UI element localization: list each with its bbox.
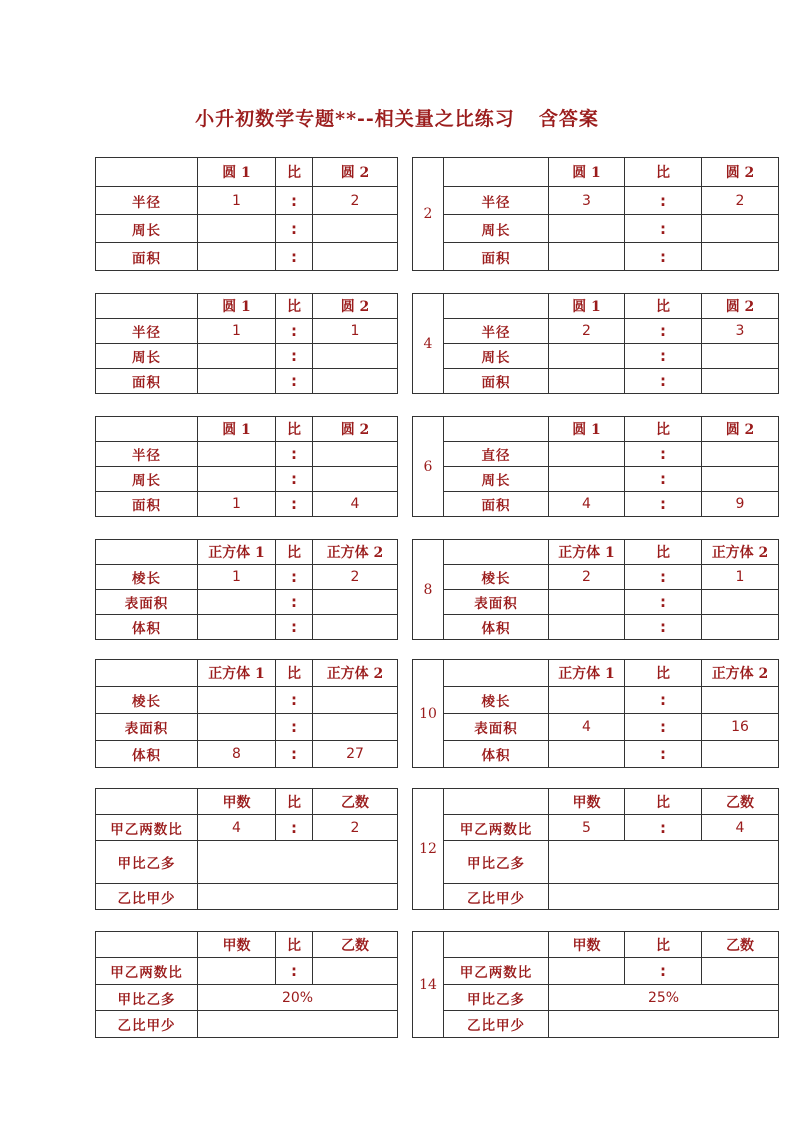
value-b: 2 [313, 565, 398, 590]
page-title [0, 104, 794, 131]
right-table-2 [412, 293, 779, 394]
header-item-2: 正方体 2 [313, 540, 398, 565]
data-row [96, 841, 398, 884]
header-ratio: 比 [625, 417, 702, 442]
header-blank [96, 789, 198, 815]
value-a: 2 [549, 319, 625, 344]
value-a: 1 [198, 319, 276, 344]
header-item-2: 正方体 2 [313, 660, 398, 687]
value-b: 2 [702, 187, 779, 215]
data-row [96, 215, 398, 243]
header-row [413, 660, 779, 687]
value-a [549, 467, 625, 492]
colon-sign: : [625, 243, 702, 271]
header-ratio: 比 [276, 294, 313, 319]
colon-sign: : [276, 243, 313, 271]
value-b: 16 [702, 714, 779, 741]
colon-sign: : [276, 467, 313, 492]
colon-sign: : [625, 590, 702, 615]
header-blank [444, 417, 549, 442]
colon-sign: : [625, 187, 702, 215]
right-table-7 [412, 931, 779, 1038]
data-row [413, 369, 779, 394]
colon-sign: : [276, 369, 313, 394]
colon-sign: : [276, 187, 313, 215]
answer-cell [198, 1011, 398, 1038]
header-row [96, 932, 398, 958]
colon-sign: : [625, 741, 702, 768]
row-label: 体积 [96, 741, 198, 768]
value-b [702, 243, 779, 271]
value-b: 2 [313, 187, 398, 215]
header-item-2: 乙数 [702, 789, 779, 815]
row-label: 乙比甲少 [96, 1011, 198, 1038]
header-item-1: 圆 1 [549, 417, 625, 442]
value-a: 1 [198, 492, 276, 517]
data-row [96, 687, 398, 714]
answer-cell [198, 884, 398, 910]
value-b [313, 615, 398, 640]
header-item-2: 圆 2 [702, 158, 779, 187]
value-a [549, 442, 625, 467]
right-table-1 [412, 157, 779, 271]
data-row [96, 344, 398, 369]
value-b [702, 442, 779, 467]
value-a: 1 [198, 187, 276, 215]
value-b [702, 344, 779, 369]
colon-sign: : [625, 615, 702, 640]
value-a [549, 243, 625, 271]
value-a: 4 [198, 815, 276, 841]
colon-sign: : [625, 442, 702, 467]
header-row [413, 417, 779, 442]
data-row [413, 615, 779, 640]
left-table-7 [95, 931, 398, 1038]
header-blank [444, 540, 549, 565]
title-suffix: 含答案 [538, 108, 599, 130]
value-a: 4 [549, 492, 625, 517]
value-a [198, 243, 276, 271]
data-row [96, 884, 398, 910]
row-label: 面积 [444, 492, 549, 517]
row-label: 甲乙两数比 [444, 958, 549, 985]
header-row [413, 158, 779, 187]
header-row [96, 789, 398, 815]
value-b [313, 369, 398, 394]
ratio-row [96, 815, 398, 841]
value-a [198, 615, 276, 640]
value-a: 8 [198, 741, 276, 768]
left-table-3 [95, 416, 398, 517]
colon-sign: : [276, 815, 313, 841]
data-row [96, 187, 398, 215]
data-row [413, 344, 779, 369]
answer-cell: 25% [549, 985, 779, 1011]
row-label: 面积 [444, 369, 549, 394]
value-b: 1 [313, 319, 398, 344]
header-item-1: 正方体 1 [198, 540, 276, 565]
row-label: 周长 [96, 467, 198, 492]
header-item-2: 圆 2 [313, 294, 398, 319]
value-b [313, 590, 398, 615]
row-label: 棱长 [444, 565, 549, 590]
value-a [549, 615, 625, 640]
data-row [96, 1011, 398, 1038]
row-label: 乙比甲少 [444, 884, 549, 910]
value-a [549, 958, 625, 985]
header-item-2: 圆 2 [313, 417, 398, 442]
data-row [413, 884, 779, 910]
header-item-1: 甲数 [549, 789, 625, 815]
row-label: 甲乙两数比 [444, 815, 549, 841]
value-a [198, 590, 276, 615]
header-ratio: 比 [625, 294, 702, 319]
header-ratio: 比 [625, 540, 702, 565]
data-row [413, 741, 779, 768]
value-b [313, 958, 398, 985]
colon-sign: : [276, 687, 313, 714]
header-item-1: 圆 1 [549, 294, 625, 319]
header-blank [444, 158, 549, 187]
row-label: 半径 [444, 319, 549, 344]
data-row [96, 319, 398, 344]
data-row [96, 492, 398, 517]
row-label: 面积 [96, 243, 198, 271]
value-a: 1 [198, 565, 276, 590]
colon-sign: : [276, 565, 313, 590]
row-label: 体积 [444, 615, 549, 640]
value-a: 3 [549, 187, 625, 215]
row-label: 棱长 [96, 687, 198, 714]
row-label: 棱长 [444, 687, 549, 714]
header-blank [444, 294, 549, 319]
answer-cell: 20% [198, 985, 398, 1011]
header-blank [96, 294, 198, 319]
header-ratio: 比 [276, 789, 313, 815]
header-blank [96, 660, 198, 687]
header-blank [444, 932, 549, 958]
exercise-number: 12 [413, 789, 444, 910]
header-item-1: 圆 1 [549, 158, 625, 187]
row-label: 甲乙两数比 [96, 815, 198, 841]
value-a [198, 369, 276, 394]
row-label: 直径 [444, 442, 549, 467]
header-ratio: 比 [625, 932, 702, 958]
value-a: 5 [549, 815, 625, 841]
left-table-5 [95, 659, 398, 768]
header-item-2: 乙数 [313, 932, 398, 958]
row-label: 乙比甲少 [96, 884, 198, 910]
row-label: 甲乙两数比 [96, 958, 198, 985]
data-row [413, 187, 779, 215]
header-item-1: 圆 1 [198, 294, 276, 319]
header-item-1: 正方体 1 [549, 660, 625, 687]
exercise-number: 4 [413, 294, 444, 394]
data-row [96, 615, 398, 640]
row-label: 面积 [96, 369, 198, 394]
colon-sign: : [625, 467, 702, 492]
value-a [549, 344, 625, 369]
colon-sign: : [276, 215, 313, 243]
header-ratio: 比 [276, 158, 313, 187]
data-row [96, 714, 398, 741]
colon-sign: : [276, 442, 313, 467]
left-table-6 [95, 788, 398, 910]
value-b: 2 [313, 815, 398, 841]
value-b [702, 215, 779, 243]
exercise-number: 14 [413, 932, 444, 1038]
value-a: 4 [549, 714, 625, 741]
row-label: 甲比乙多 [444, 841, 549, 884]
data-row [413, 841, 779, 884]
value-b [313, 442, 398, 467]
colon-sign: : [625, 958, 702, 985]
value-b [313, 215, 398, 243]
data-row [413, 243, 779, 271]
header-blank [96, 417, 198, 442]
value-b [702, 958, 779, 985]
value-a: 2 [549, 565, 625, 590]
header-item-1: 甲数 [198, 789, 276, 815]
colon-sign: : [625, 215, 702, 243]
data-row [413, 714, 779, 741]
colon-sign: : [276, 741, 313, 768]
colon-sign: : [625, 714, 702, 741]
data-row [413, 590, 779, 615]
value-b [702, 741, 779, 768]
value-b [702, 590, 779, 615]
header-blank [444, 660, 549, 687]
header-blank [96, 932, 198, 958]
row-label: 周长 [444, 467, 549, 492]
value-b: 3 [702, 319, 779, 344]
row-label: 甲比乙多 [444, 985, 549, 1011]
value-b: 4 [702, 815, 779, 841]
header-item-2: 正方体 2 [702, 540, 779, 565]
data-row [413, 985, 779, 1011]
value-b: 1 [702, 565, 779, 590]
data-row [96, 442, 398, 467]
colon-sign: : [276, 492, 313, 517]
header-item-1: 圆 1 [198, 417, 276, 442]
data-row [96, 565, 398, 590]
row-label: 周长 [96, 344, 198, 369]
value-b [702, 369, 779, 394]
data-row [413, 319, 779, 344]
colon-sign: : [625, 815, 702, 841]
value-b: 9 [702, 492, 779, 517]
colon-sign: : [625, 687, 702, 714]
right-table-5 [412, 659, 779, 768]
colon-sign: : [625, 319, 702, 344]
header-ratio: 比 [625, 789, 702, 815]
row-label: 表面积 [444, 590, 549, 615]
value-a [549, 215, 625, 243]
exercise-number: 2 [413, 158, 444, 271]
header-ratio: 比 [276, 417, 313, 442]
header-item-1: 正方体 1 [549, 540, 625, 565]
row-label: 半径 [444, 187, 549, 215]
data-row [413, 442, 779, 467]
header-ratio: 比 [625, 158, 702, 187]
header-item-2: 圆 2 [702, 294, 779, 319]
exercise-number: 10 [413, 660, 444, 768]
header-ratio: 比 [625, 660, 702, 687]
data-row [96, 590, 398, 615]
row-label: 周长 [444, 215, 549, 243]
value-a [549, 741, 625, 768]
value-a [198, 344, 276, 369]
header-row [96, 540, 398, 565]
colon-sign: : [276, 958, 313, 985]
data-row [96, 369, 398, 394]
header-ratio: 比 [276, 660, 313, 687]
value-b [313, 344, 398, 369]
header-row [96, 294, 398, 319]
header-item-1: 甲数 [198, 932, 276, 958]
header-item-2: 圆 2 [313, 158, 398, 187]
data-row [96, 467, 398, 492]
row-label: 周长 [96, 215, 198, 243]
ratio-row [413, 815, 779, 841]
colon-sign: : [625, 369, 702, 394]
value-b [702, 687, 779, 714]
row-label: 体积 [96, 615, 198, 640]
header-row [96, 417, 398, 442]
header-item-1: 圆 1 [198, 158, 276, 187]
data-row [413, 1011, 779, 1038]
row-label: 面积 [96, 492, 198, 517]
row-label: 半径 [96, 319, 198, 344]
row-label: 半径 [96, 187, 198, 215]
answer-cell [549, 841, 779, 884]
row-label: 面积 [444, 243, 549, 271]
ratio-row [96, 958, 398, 985]
row-label: 周长 [444, 344, 549, 369]
colon-sign: : [276, 615, 313, 640]
row-label: 体积 [444, 741, 549, 768]
row-label: 甲比乙多 [96, 841, 198, 884]
header-blank [96, 540, 198, 565]
value-a [198, 714, 276, 741]
value-b [313, 467, 398, 492]
row-label: 乙比甲少 [444, 1011, 549, 1038]
header-row [413, 932, 779, 958]
colon-sign: : [625, 492, 702, 517]
exercise-number: 6 [413, 417, 444, 517]
right-table-3 [412, 416, 779, 517]
exercise-number: 8 [413, 540, 444, 640]
data-row [413, 467, 779, 492]
colon-sign: : [625, 565, 702, 590]
colon-sign: : [276, 590, 313, 615]
value-b [313, 243, 398, 271]
value-b [313, 714, 398, 741]
header-item-1: 正方体 1 [198, 660, 276, 687]
value-a [549, 369, 625, 394]
data-row [413, 687, 779, 714]
data-row [413, 492, 779, 517]
header-blank [444, 789, 549, 815]
header-item-2: 正方体 2 [702, 660, 779, 687]
data-row [413, 215, 779, 243]
row-label: 棱长 [96, 565, 198, 590]
title-main: 小升初数学专题**--相关量之比练习 [195, 108, 515, 130]
row-label: 半径 [96, 442, 198, 467]
value-a [198, 467, 276, 492]
row-label: 甲比乙多 [96, 985, 198, 1011]
value-b: 4 [313, 492, 398, 517]
row-label: 表面积 [96, 590, 198, 615]
value-a [549, 687, 625, 714]
header-ratio: 比 [276, 540, 313, 565]
value-a [198, 958, 276, 985]
value-a [198, 687, 276, 714]
right-table-4 [412, 539, 779, 640]
header-row [413, 789, 779, 815]
left-table-1 [95, 157, 398, 271]
value-a [198, 215, 276, 243]
row-label: 表面积 [96, 714, 198, 741]
header-item-2: 乙数 [702, 932, 779, 958]
value-b [702, 467, 779, 492]
answer-cell [549, 1011, 779, 1038]
answer-cell [198, 841, 398, 884]
row-label: 表面积 [444, 714, 549, 741]
colon-sign: : [276, 714, 313, 741]
header-item-2: 乙数 [313, 789, 398, 815]
ratio-row [413, 958, 779, 985]
colon-sign: : [625, 344, 702, 369]
data-row [96, 741, 398, 768]
left-table-4 [95, 539, 398, 640]
data-row [413, 565, 779, 590]
header-row [96, 158, 398, 187]
right-table-6 [412, 788, 779, 910]
header-item-2: 圆 2 [702, 417, 779, 442]
header-row [413, 540, 779, 565]
header-row [413, 294, 779, 319]
header-blank [96, 158, 198, 187]
value-a [549, 590, 625, 615]
value-b [702, 615, 779, 640]
colon-sign: : [276, 344, 313, 369]
value-b [313, 687, 398, 714]
data-row [96, 985, 398, 1011]
value-a [198, 442, 276, 467]
header-ratio: 比 [276, 932, 313, 958]
value-b: 27 [313, 741, 398, 768]
answer-cell [549, 884, 779, 910]
data-row [96, 243, 398, 271]
left-table-2 [95, 293, 398, 394]
header-row [96, 660, 398, 687]
header-item-1: 甲数 [549, 932, 625, 958]
colon-sign: : [276, 319, 313, 344]
